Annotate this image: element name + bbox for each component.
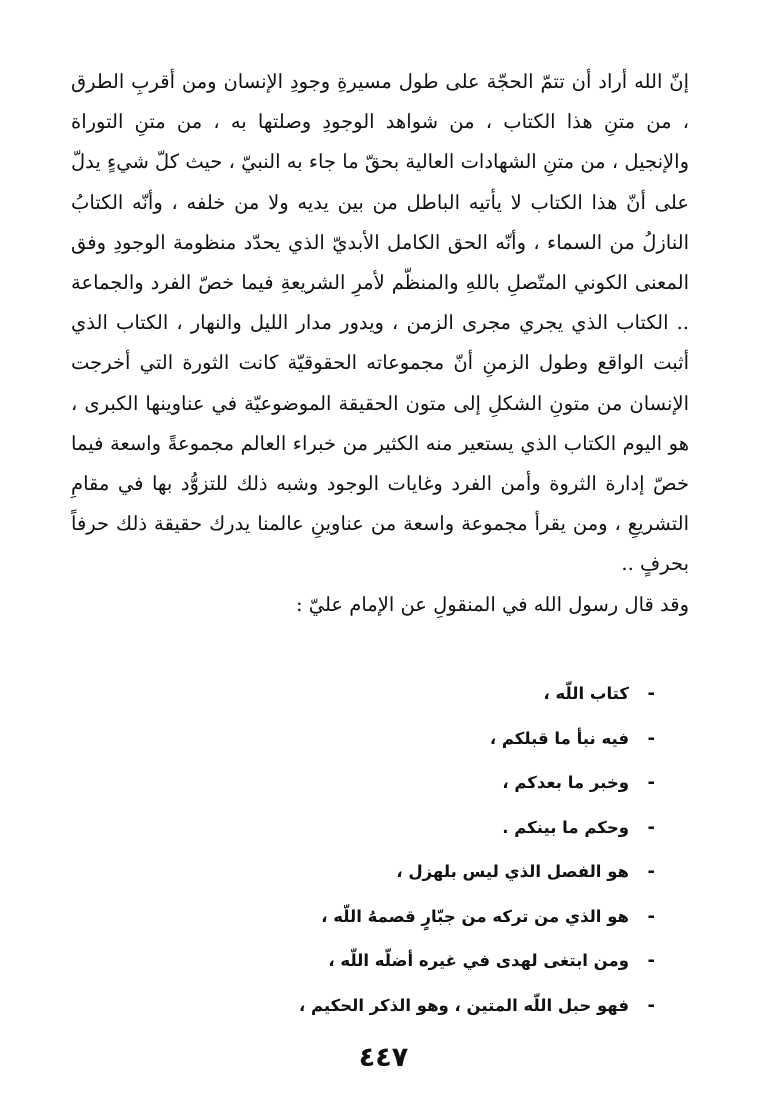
- list-dash: -: [647, 905, 655, 927]
- list-dash: -: [647, 727, 655, 749]
- list-item-text: ومن ابتغى لهدى في غيره أضلّه اللّه ،: [328, 951, 629, 970]
- list-item-text: هو الفصل الذي ليس بلهزل ،: [396, 862, 629, 881]
- list-item: [69, 939, 655, 984]
- body-text: [71, 62, 689, 625]
- list-item-text: فهو حبل اللّه المتين ، وهو الذكر الحكيم ،: [298, 995, 629, 1015]
- list-item: [69, 806, 655, 851]
- list-dash: -: [647, 772, 655, 793]
- list-dash: -: [647, 683, 655, 704]
- list-item: [69, 895, 655, 940]
- hadith-list: [69, 672, 655, 1028]
- main-paragraph: إنّ الله أراد أن تتمّ الحجّة على طول مسيرةِ وجودِ الإنسان ومن أقربِ الطرق ، من متنِ هذا الكتاب ، من شواهد الوجودِ وصلتها به ، من متنِ التوراة والإنجيل ، من متنِ الشهادات العالية بحقّ ما جاء به النبيّ ، حيث كلّ شيءٍ يدلّ على أنّ هذا الكتاب لا يأتيه الباطل من بين يديه ولا من خلفه ، وأنّه الكتابُ النازلُ من السماء ، وأنّه الحق الكامل الأبديّ الذي يحدّد منظومة الوجودِ وفق المعنى الكوني المتّصلِ باللهِ والمنظّم لأمرِ الشريعةِ فيما خصّ الفرد والجماعة .. الكتاب الذي يجري مجرى الزمن ، ويدور مدار الليل والنهار ، الكتاب الذي أثبت الواقع وطول الزمنِ أنّ مجموعاته الحقوقيّة كانت الثورة التي أخرجت الإنسان من متونِ الشكلِ إلى متون الحقيقة الموضوعيّة في عناوينها الكبرى ، هو اليوم الكتاب الذي يستعير منه الكثير من خبراء العالم مجموعةً واسعة فيما خصّ إدارة الثروة وأمن الفرد وغايات الوجود وشبه ذلك للتزوُّد بها في مقامِ التشريعِ ، ومن يقرأ مجموعة واسعة من عناوينِ عالمنا يدرك حقيقة ذلك حرفاً بحرفٍ ..: [71, 70, 689, 576]
- list-dash: -: [647, 994, 655, 1016]
- list-item-text: هو الذي من تركه من جبّارٍ قصمهُ اللّه ،: [321, 906, 629, 926]
- list-item: [69, 984, 655, 1029]
- list-dash: -: [647, 861, 655, 882]
- list-item-text: كتاب اللّه ،: [543, 684, 629, 703]
- intro-line: وقد قال رسول الله في المنقولِ عن الإمام عليّ :: [295, 592, 689, 616]
- list-item: [69, 672, 655, 717]
- list-dash: -: [647, 816, 655, 838]
- list-item-text: وحكم ما بينكم .: [502, 817, 629, 837]
- list-item-text: فيه نبأ ما قبلكم ،: [489, 728, 629, 748]
- list-dash: -: [647, 950, 655, 971]
- list-item-text: وخبر ما بعدكم ،: [502, 773, 629, 792]
- page-number: ٤٤٧: [358, 1042, 409, 1073]
- list-item: [69, 850, 655, 895]
- list-item: [69, 717, 655, 762]
- list-item: [69, 761, 655, 806]
